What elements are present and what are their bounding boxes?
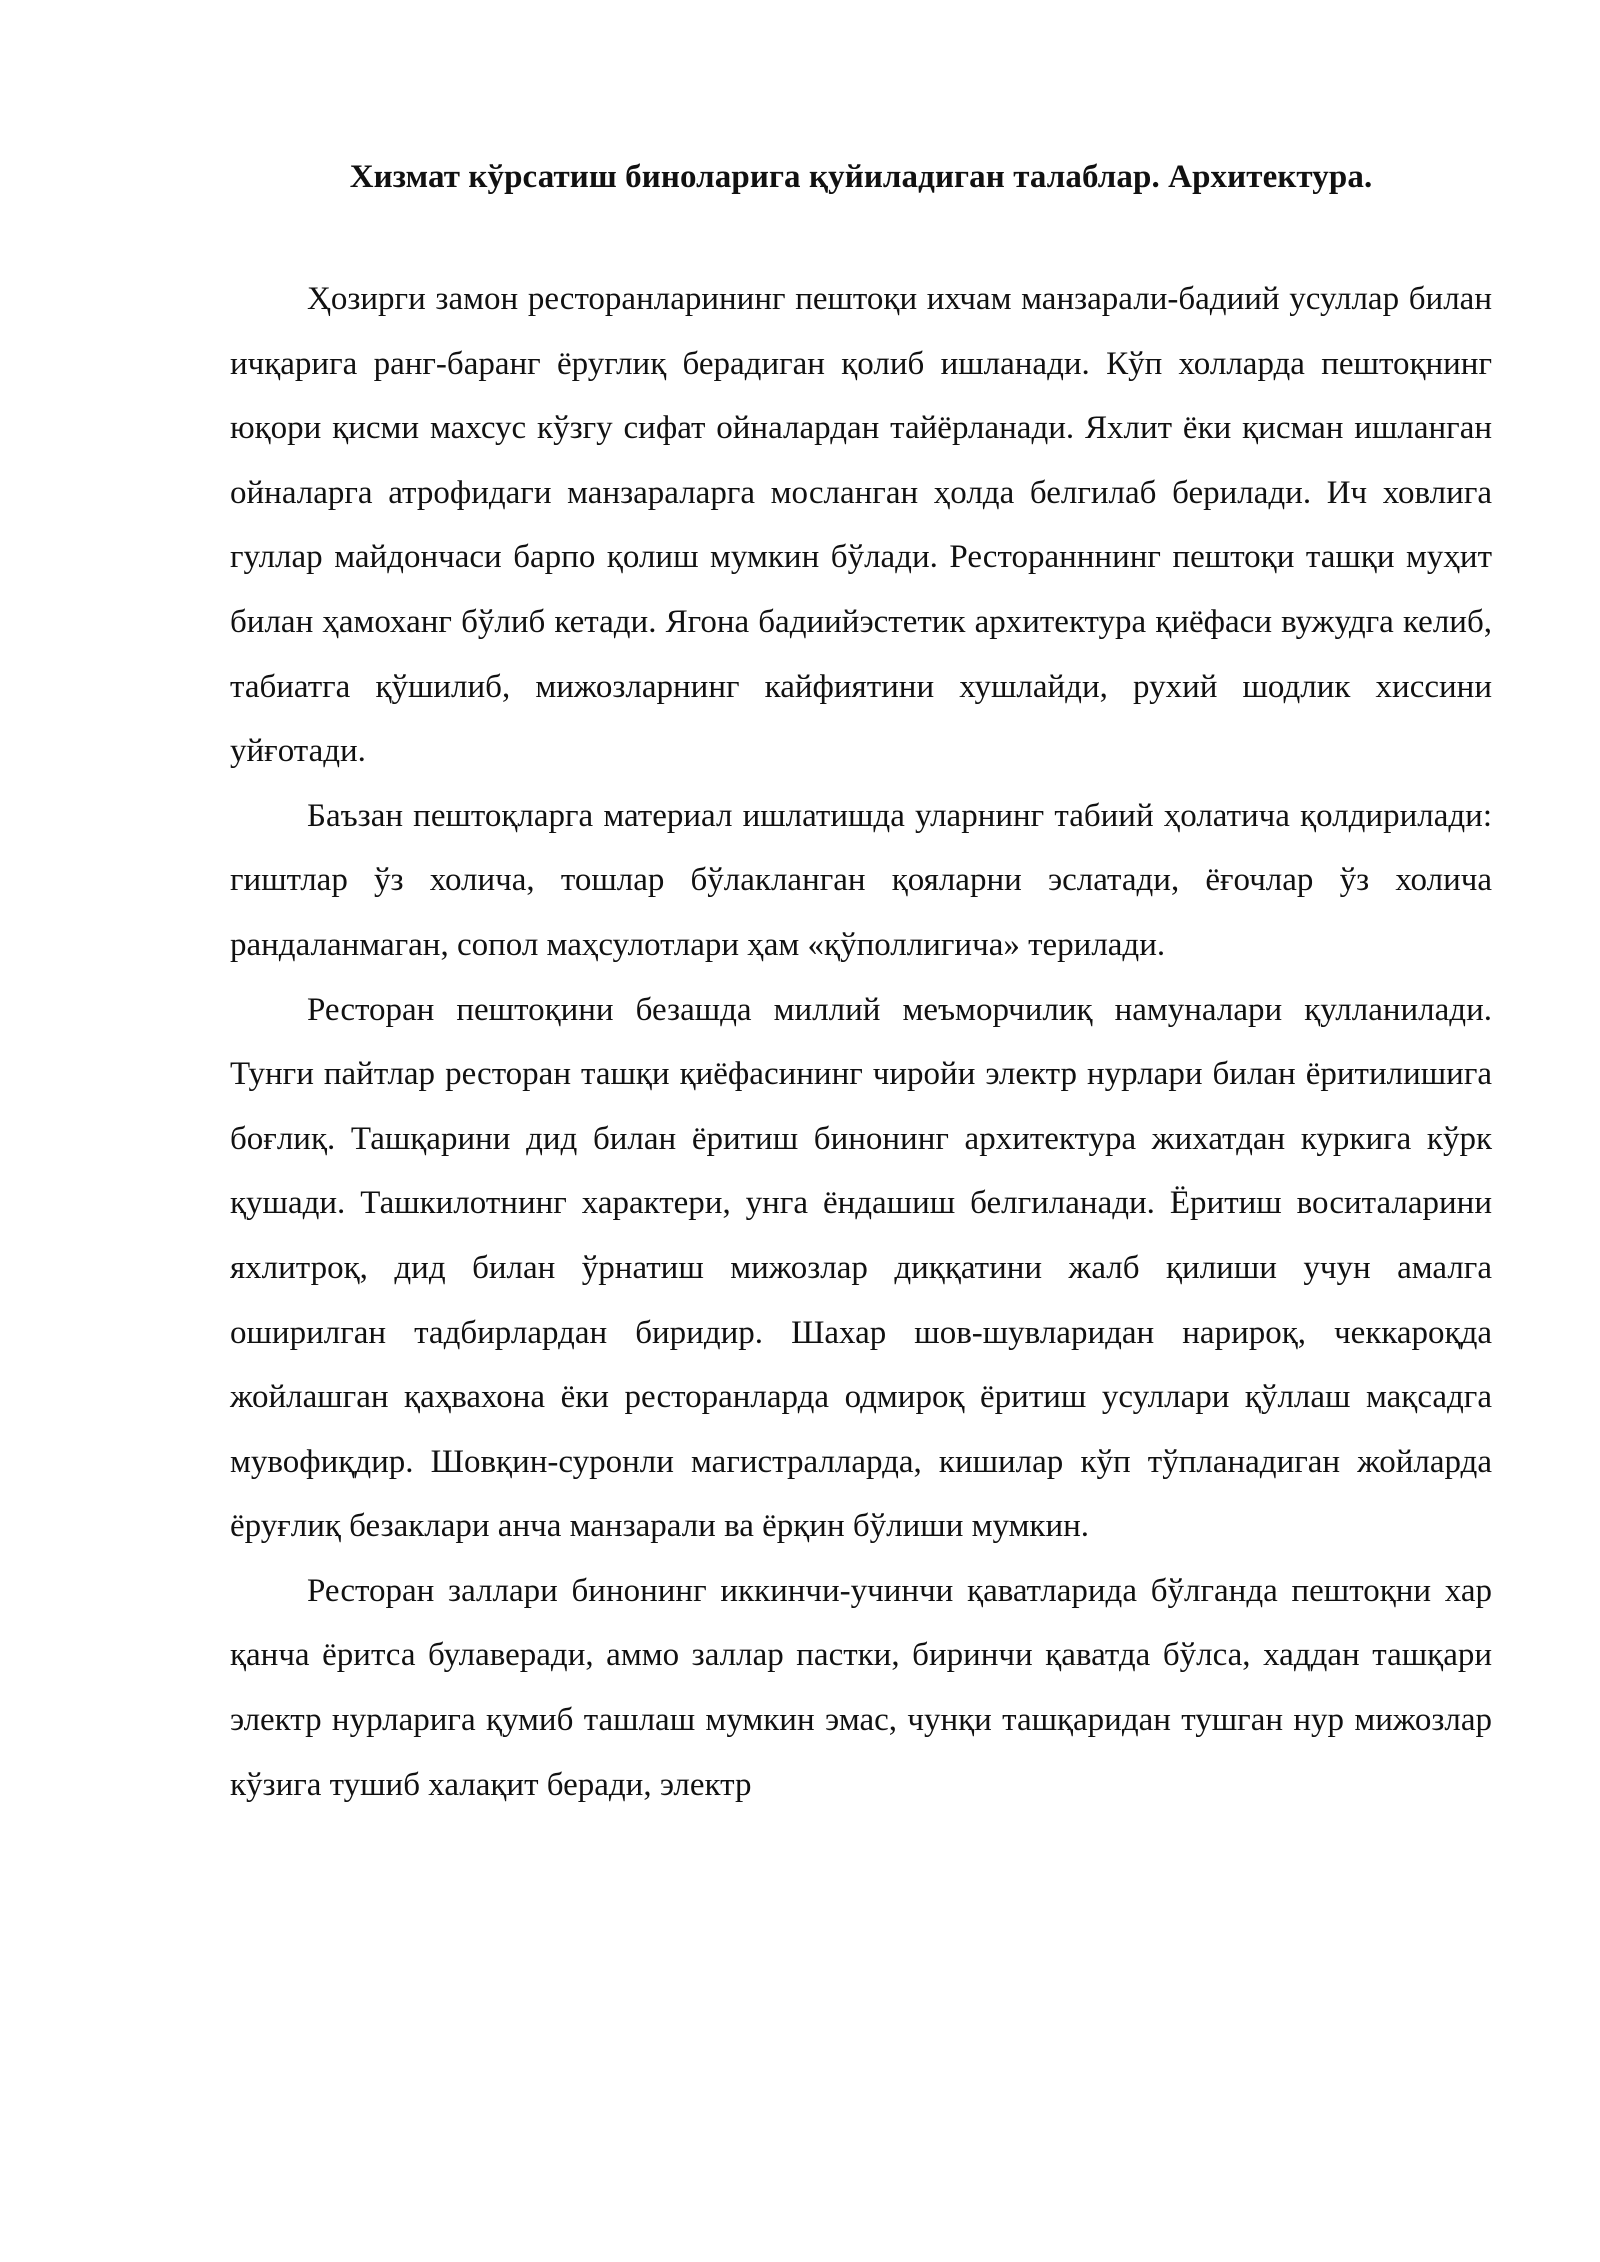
paragraph-1: Ҳозирги замон ресторанларининг пештоқи ихчам манзарали-бадиий усуллар билан ичқарига ранг-баранг ёруглиқ берадиган қолиб ишланади. Кўп холларда пештоқнинг юқори қисми махсус кўзгу сифат ойналардан тайёрланади. Яхлит ёки қисман ишланган ойналарга атрофидаги манзараларга мосланган ҳолда белгилаб берилади. Ич ховлига гуллар майдончаси барпо қолиш мумкин бўлади. Ресторанннинг пештоқи ташқи муҳит билан ҳамоханг бўлиб кетади. Ягона бадиийэстетик архитектура қиёфаси вужудга келиб, табиатга қўшилиб, мижозларнинг кайфиятини хушлайди, рухий шодлик хиссини уйғотади. xyxy=(230,281,1492,770)
paragraph-3: Ресторан пештоқини безашда миллий меъморчилиқ намуналари қулланилади. Тунги пайтлар ресторан ташқи қиёфасининг чиройи электр нурлари билан ёритилишига боғлиқ. Ташқарини дид билан ёритиш бинонинг архитектура жихатдан куркига кўрк қушади. Ташкилотнинг характери, унга ёндашиш белгиланади. Ёритиш воситаларини яхлитроқ, дид билан ўрнатиш мижозлар диққатини жалб қилиши учун амалга оширилган тадбирлардан биридир. Шахар шов-шувларидан нарироқ, чеккароқда жойлашган қаҳвахона ёки ресторанларда одмироқ ёритиш усуллари қўллаш мақсадга мувофиқдир. Шовқин-суронли магистралларда, кишилар кўп тўпланадиган жойларда ёруғлиқ безаклари анча манзарали ва ёрқин бўлиши мумкин. xyxy=(230,991,1492,1545)
document-body xyxy=(230,145,1492,1817)
title-spacer xyxy=(230,209,1492,267)
paragraph-4: Ресторан заллари бинонинг иккинчи-учинчи қаватларида бўлганда пештоқни хар қанча ёритса булаверади, аммо заллар пастки, биринчи қаватда бўлса, хаддан ташқари электр нурларига қумиб ташлаш мумкин эмас, чунқи ташқаридан тушган нур мижозлар кўзига тушиб халақит беради, электр xyxy=(230,1572,1492,1803)
paragraph-2: Баъзан пештоқларга материал ишлатишда уларнинг табиий ҳолатича қолдирилади: гиштлар ўз холича, тошлар бўлакланган қояларни эслатади, ёғочлар ўз холича рандаланмаган, сопол маҳсулотлари ҳам «қўполлигича» терилади. xyxy=(230,797,1492,963)
document-title: Хизмат кўрсатиш биноларига қуйиладиган талаблар. Архитектура. xyxy=(349,159,1373,195)
